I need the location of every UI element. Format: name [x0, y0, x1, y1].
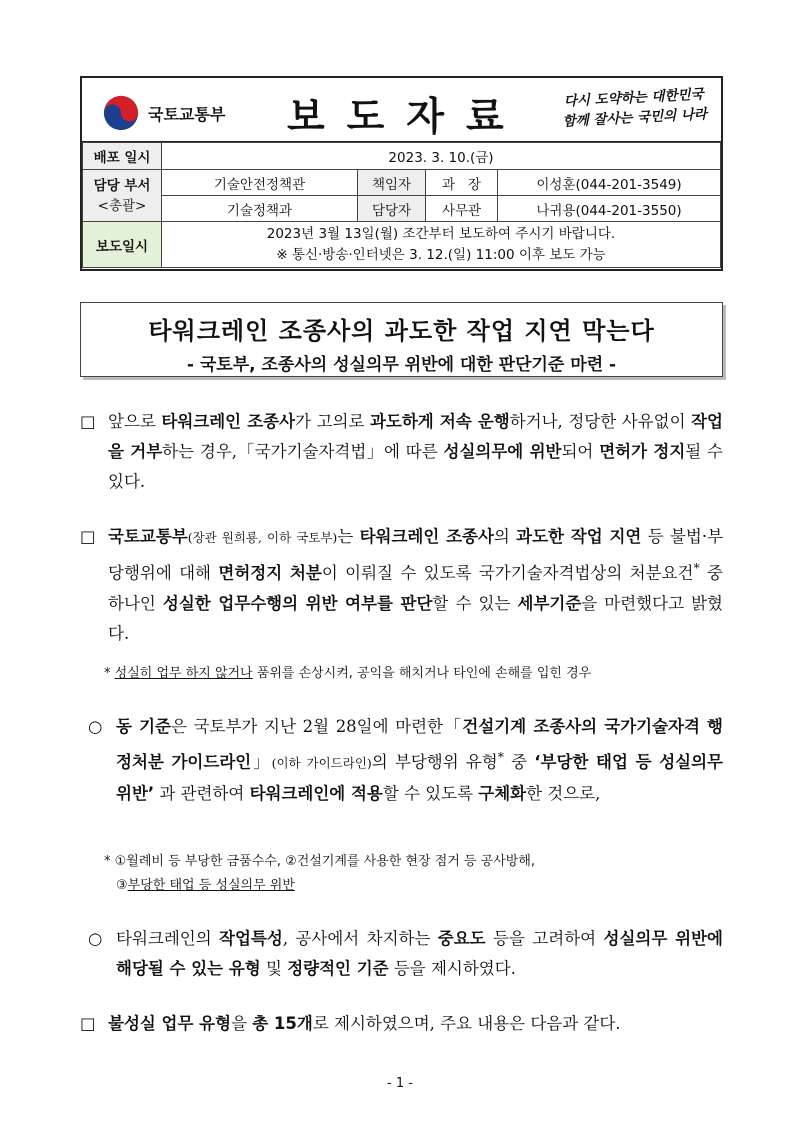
circle-bullet: ○	[88, 929, 103, 948]
square-bullet: □	[80, 412, 96, 431]
embargo-line-1: 2023년 3월 13일(월) 조간부터 보도하여 주시기 바랍니다.	[266, 225, 616, 242]
headline-title: 타워크레인 조종사의 과도한 작업 지연 막는다	[148, 317, 655, 345]
footnote-2	[104, 850, 734, 898]
footnote-2-underlined: 부당한 태업 등 성실의무 위반	[127, 878, 295, 893]
p1-text-3: 하거나, 정당한 사유없이	[509, 412, 692, 431]
contact-1: 이성훈(044-201-3549)	[498, 170, 721, 196]
p2-text-1: 는	[337, 527, 360, 546]
p4-text-5: 등을 제시하였다.	[388, 959, 516, 978]
footnote-2-num: ③	[116, 878, 128, 893]
p5-bold-2: 총 15개	[252, 1014, 313, 1033]
embargo-label: 보도일시	[83, 222, 162, 268]
p3-small-1: (이하 가이드라인)	[271, 755, 372, 771]
position-1: 과 장	[426, 170, 498, 196]
p3-text-5: 과 관련하여	[154, 783, 250, 803]
role-2: 담당자	[358, 196, 426, 222]
circle-bullet: ○	[88, 717, 103, 736]
p1-text-5: 되어	[561, 442, 600, 461]
p2-bold-2: 타워크레인 조종사	[359, 527, 494, 546]
p1-text-4: 하는 경우,「국가기술자격법」에 따른	[162, 442, 444, 461]
slogan-line-1: 다시 도약하는 대한민국	[563, 86, 705, 110]
press-banner	[82, 78, 721, 142]
department-1: 기술안전정책관	[162, 170, 358, 196]
p2-bold-4: 면허정지 처분	[218, 563, 322, 583]
paragraph-3	[88, 712, 723, 809]
headline-subtitle: - 국토부, 조종사의 성실의무 위반에 대한 판단기준 마련 -	[186, 355, 617, 375]
p2-footnote-mark: *	[693, 560, 700, 575]
p3-text-6: 할 수 있도록	[382, 783, 479, 803]
p2-text-2: 의	[493, 527, 517, 546]
contact-2: 나귀용(044-201-3550)	[498, 196, 721, 222]
headline-box	[80, 302, 723, 377]
p3-text-4: 중	[503, 752, 535, 772]
role-1: 책임자	[358, 170, 426, 196]
release-info-table	[82, 142, 721, 268]
p2-text-7: 을 마련했다고 밝혔다.	[108, 593, 723, 643]
department-2: 기술정책과	[162, 196, 358, 222]
p2-text-3: 등 불법·부당행위에 대해	[108, 527, 724, 583]
slogan-line-2: 함께 잘사는 국민의 나라	[562, 106, 708, 130]
footnote-2-line-1	[104, 850, 734, 874]
p2-bold-6: 세부기준	[517, 593, 582, 613]
p1-text-1: 앞으로	[108, 412, 162, 431]
embargo-text	[162, 222, 721, 268]
footnote-1-underlined: 성실히 업무 하지 않거나	[114, 666, 253, 681]
p2-text-6: 할 수 있는	[432, 593, 518, 613]
paragraph-4	[88, 924, 723, 984]
p3-bold-3: ‘부당한 태업 등 성실의무 위반’	[116, 752, 723, 803]
footnote-2-line-2	[104, 874, 734, 898]
p5-text-2: 로 제시하였으며, 주요 내용은 다음과 같다.	[312, 1014, 621, 1033]
square-bullet: □	[80, 527, 96, 546]
position-2: 사무관	[426, 196, 498, 222]
paragraph-5	[80, 1009, 723, 1039]
embargo-row	[83, 222, 721, 268]
department-label-sub: <총괄>	[97, 197, 147, 214]
p5-text-1: 을	[231, 1014, 253, 1033]
p1-bold-2: 과도하게 저속 운행	[369, 412, 510, 431]
p3-text-2: 」	[251, 752, 272, 772]
page-number: - 1 -	[387, 1076, 413, 1091]
press-release-label: 보도자료	[287, 95, 526, 140]
p1-bold-5: 면허가 정지	[599, 442, 686, 461]
distribution-label: 배포 일시	[83, 143, 162, 170]
p1-bold-4: 성실의무에 위반	[443, 442, 562, 461]
p4-text-1: 타워크레인의	[116, 929, 220, 948]
p2-bold-3: 과도한 작업 지연	[516, 527, 642, 546]
square-bullet: □	[80, 1014, 96, 1033]
p2-small-1: (장관 원희룡, 이하 국토부)	[187, 530, 338, 545]
p2-bold-5: 성실한 업무수행의 위반 여부를 판단	[162, 593, 433, 613]
footnote-1-rest: 품위를 손상시켜, 공익을 해치거나 타인에 손해를 입힌 경우	[252, 666, 592, 681]
p1-bold-3: 작업을 거부	[108, 412, 723, 461]
footnote-1	[104, 662, 734, 686]
footnote-star: *	[104, 666, 111, 681]
p2-text-4: 이 이뤄질 수 있도록 국가기술자격법상의 처분요건	[321, 563, 694, 583]
department-label	[83, 170, 162, 222]
distribution-date: 2023. 3. 10.(금)	[162, 143, 721, 170]
contact-row-2	[83, 196, 721, 222]
p1-text-2: 가 고의로	[295, 412, 370, 431]
p3-bold-1: 동 기준	[116, 717, 171, 736]
ministry-name: 국토교통부	[148, 104, 226, 124]
p3-bold-4: 타워크레인에 적용	[249, 783, 383, 803]
p4-text-4: 및	[260, 959, 288, 978]
p3-text-7: 한 것으로,	[526, 783, 601, 803]
p1-text-6: 될 수 있다.	[108, 442, 723, 491]
government-slogan	[562, 84, 708, 132]
p2-text-5: 중 하나인	[108, 563, 723, 613]
p4-bold-2: 중요도	[437, 929, 486, 948]
paragraph-1	[80, 407, 723, 497]
paragraph-2	[80, 522, 723, 649]
p3-bold-2: 건설기계 조종사의 국가기술자격 행정처분 가이드라인	[116, 717, 723, 772]
taegeuk-logo-icon	[102, 94, 140, 132]
p2-bold-1: 국토교통부	[108, 527, 188, 546]
p3-footnote-mark: *	[497, 749, 504, 764]
p4-text-2: , 공사에서 차지하는	[282, 929, 438, 948]
distribution-row	[83, 143, 721, 170]
p1-bold-1: 타워크레인 조종사	[161, 412, 296, 431]
p4-bold-3: 성실의무 위반에 해당될 수 있는 유형	[116, 929, 723, 978]
footnote-star: *	[104, 854, 111, 869]
contact-row-1	[83, 170, 721, 196]
p3-bold-5: 구체화	[478, 783, 527, 803]
p5-bold-1: 불성실 업무 유형	[108, 1014, 232, 1033]
p3-text-1: 은 국토부가 지난 2월 28일에 마련한「	[171, 717, 463, 736]
ministry-logo	[102, 94, 225, 132]
footnote-2-text-1: ①월례비 등 부당한 금품수수, ②건설기계를 사용한 현장 점거 등 공사방해,	[114, 854, 536, 869]
embargo-line-2: ※ 통신·방송·인터넷은 3. 12.(일) 11:00 이후 보도 가능	[276, 246, 606, 263]
press-header-box	[80, 76, 723, 271]
department-label-main: 담당 부서	[93, 177, 151, 194]
p4-bold-1: 작업특성	[219, 929, 283, 948]
p3-text-3: 의 부당행위 유형	[371, 752, 498, 772]
p4-bold-4: 정량적인 기준	[287, 959, 389, 978]
p4-text-3: 등을 고려하여	[485, 929, 604, 948]
